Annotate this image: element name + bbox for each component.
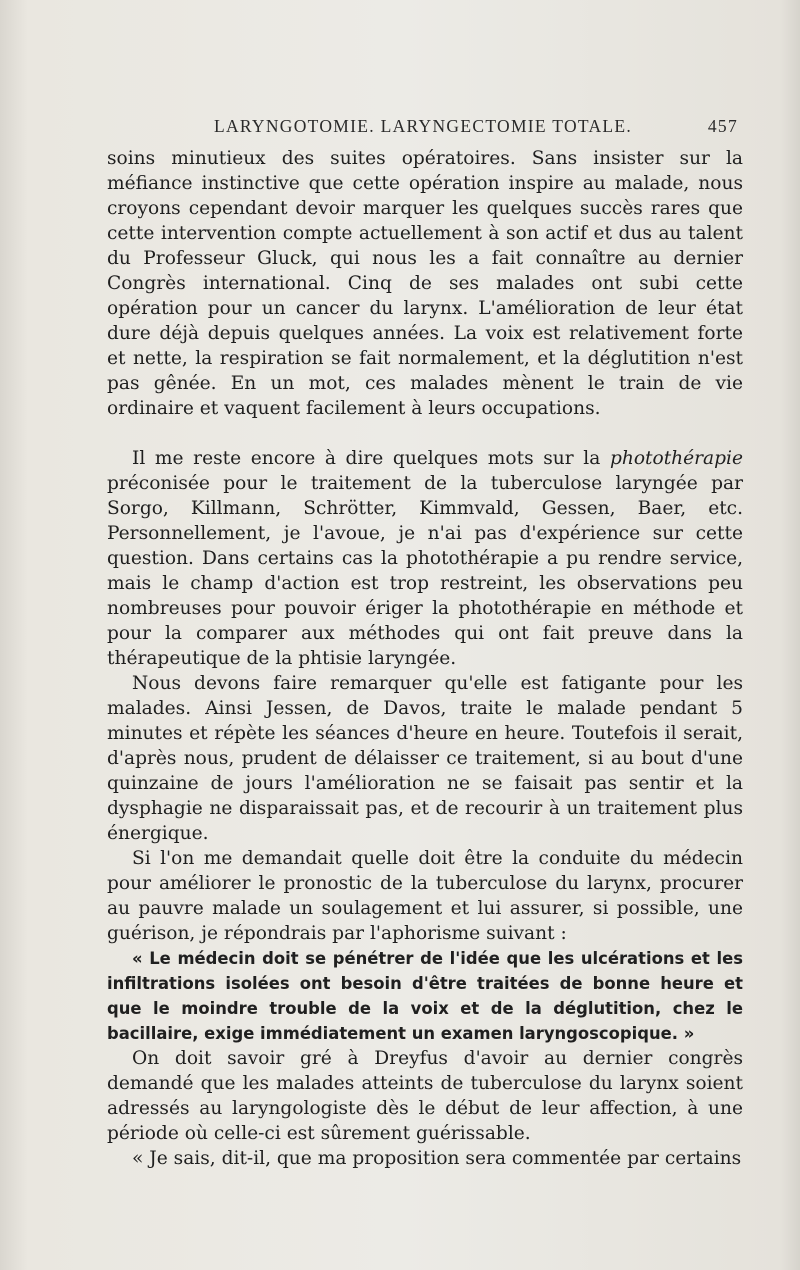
photothérapie-term: photothérapie — [609, 448, 743, 469]
paragraph-2-rest: préconisée pour le traitement de la tuberculose laryngée par Sorgo, Killmann, Schrötter, Kimmvald, Gessen, Baer, etc. Personnellement, je l'avoue, je n'ai pas d'expérience sur cette question. Dans certains cas la photothérapie a pu rendre service, mais le champ d'action est trop restreint, les observations peu nombreuses pour pouvoir ériger la photothérapie en méthode et pour la comparer aux méthodes qui ont fait preuve dans la thérapeutique de la phtisie laryngée. — [107, 473, 743, 669]
paragraph-6: On doit savoir gré à Dreyfus d'avoir au dernier congrès demandé que les malades atteints de tuberculose du larynx soient adressés au laryngologiste dès le début de leur affection, à une période où celle-ci est sûrement guérissable. — [107, 1048, 743, 1144]
paragraph-7: « Je sais, dit-il, que ma proposition sera commentée par certains — [132, 1148, 742, 1169]
paragraph-2 — [107, 446, 743, 671]
paragraph-4: Si l'on me demandait quelle doit être la conduite du médecin pour améliorer le pronostic de la tuberculose du larynx, procurer au pauvre malade un soulagement et lui assurer, si possible, une guérison, je répondrais par l'aphorisme suivant : — [107, 848, 743, 944]
running-header — [214, 116, 738, 140]
paragraph-2-start: Il me reste encore à dire quelques mots sur la — [132, 448, 610, 469]
header-title: LARYNGOTOMIE. LARYNGECTOMIE TOTALE. — [214, 116, 633, 136]
paragraph-1: soins minutieux des suites opératoires. Sans insister sur la méfiance instinctive que cette opération inspire au malade, nous croyons cependant devoir marquer les quelques succès rares que cette intervention compte actuellement à son actif et dus au talent du Professeur Gluck, qui nous les a fait connaître au dernier Congrès international. Cinq de ses malades ont subi cette opération pour un cancer du larynx. L'amélioration de leur état dure déjà depuis quelques années. La voix est relativement forte et nette, la respiration se fait normalement, et la déglutition n'est pas gênée. En un mot, ces malades mènent le train de vie ordinaire et vaquent facilement à leurs occupations. — [107, 148, 743, 419]
paragraph-3: Nous devons faire remarquer qu'elle est fatigante pour les malades. Ainsi Jessen, de Davos, traite le malade pendant 5 minutes et répète les séances d'heure en heure. Toutefois il serait, d'après nous, prudent de délaisser ce traitement, si au bout d'une quinzaine de jours l'amélioration ne se faisait pas sentir et la dysphagie ne disparaissait pas, et de recourir à un traitement plus énergique. — [107, 673, 743, 844]
body-text — [107, 146, 743, 1171]
aphorism-quote: « Le médecin doit se pénétrer de l'idée que les ulcérations et les infiltrations isolées ont besoin d'être traitées de bonne heure et que le moindre trouble de la voix et de la déglutition, chez le bacillaire, exige immédiatement un examen laryngoscopique. » — [107, 949, 743, 1043]
page-number: 457 — [707, 116, 738, 136]
